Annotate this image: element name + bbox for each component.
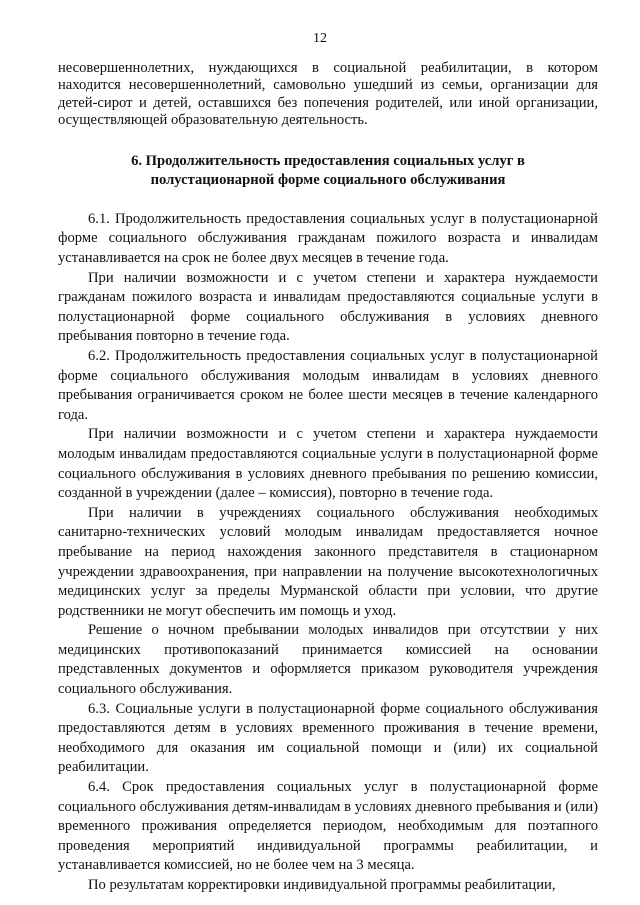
document-body xyxy=(58,60,598,896)
paragraph-6-3: 6.3. Социальные услуги в полустационарной форме социального обслуживания предоставляются детям в условиях временного проживания в течение времени, необходимого для оказания им социальной помощи и (или) их социальной реабилитации. xyxy=(58,700,598,776)
paragraph-night-stay-decision: Решение о ночном пребывании молодых инвалидов при отсутствии у них медицинских противопоказаний принимается комиссией на основании представленных документов и оформляется приказом руководителя учреждения социального обслуживания. xyxy=(58,622,598,698)
section-heading-line-1: 6. Продолжительность предоставления социальных услуг в xyxy=(131,152,525,169)
page-number: 12 xyxy=(313,31,327,46)
paragraph-night-stay: При наличии в учреждениях социального обслуживания необходимых санитарно-технических условий молодым инвалидам предоставляется ночное пребывание на период нахождения законного представителя в стационарном учреждении здравоохранения, при направлении на получение высокотехнологичных медицинских услуг за пределы Мурманской области при условии, что другие родственники не могут обеспечить им помощь и уход. xyxy=(58,504,598,619)
paragraph-6-2: 6.2. Продолжительность предоставления социальных услуг в полустационарной форме социального обслуживания молодым инвалидам в условиях дневного пребывания ограничивается сроком не более шести месяцев в течение календарного года. xyxy=(58,347,598,423)
paragraph-6-2-repeat: При наличии возможности и с учетом степени и характера нуждаемости молодым инвалидам предоставляются социальные услуги в полустационарной форме социального обслуживания в условиях дневного пребывания по решению комиссии, созданной в учреждении (далее – комиссия), повторно в течение года. xyxy=(58,426,598,502)
paragraph-6-4: 6.4. Срок предоставления социальных услуг в полустационарной форме социального обслуживания детям-инвалидам в условиях дневного пребывания и (или) временного проживания определяется периодом, необходимым для поэтапного проведения мероприятий индивидуальной программы реабилитации, и устанавливается комиссией, но не более чем на 3 месяца. xyxy=(58,779,598,874)
paragraph-6-1: 6.1. Продолжительность предоставления социальных услуг в полустационарной форме социального обслуживания гражданам пожилого возраста и инвалидам устанавливается на срок не более двух месяцев в течение года. xyxy=(58,210,598,266)
section-heading xyxy=(58,152,598,191)
paragraph-rehabilitation-results: По результатам корректировки индивидуальной программы реабилитации, xyxy=(88,877,556,893)
intro-paragraph: несовершеннолетних, нуждающихся в социальной реабилитации, в котором находится несовершеннолетний, самовольно ушедший из семьи, организации для детей-сирот и детей, оставшихся без попечения родителей, или иной организации, осуществляющей образовательную деятельность. xyxy=(58,60,598,129)
paragraph-6-1-repeat: При наличии возможности и с учетом степени и характера нуждаемости гражданам пожилого возраста и инвалидам предоставляются социальные услуги в полустационарной форме социального обслуживания в условиях дневного пребывания повторно в течение года. xyxy=(58,269,598,345)
section-heading-line-2: полустационарной форме социального обслуживания xyxy=(150,172,506,189)
